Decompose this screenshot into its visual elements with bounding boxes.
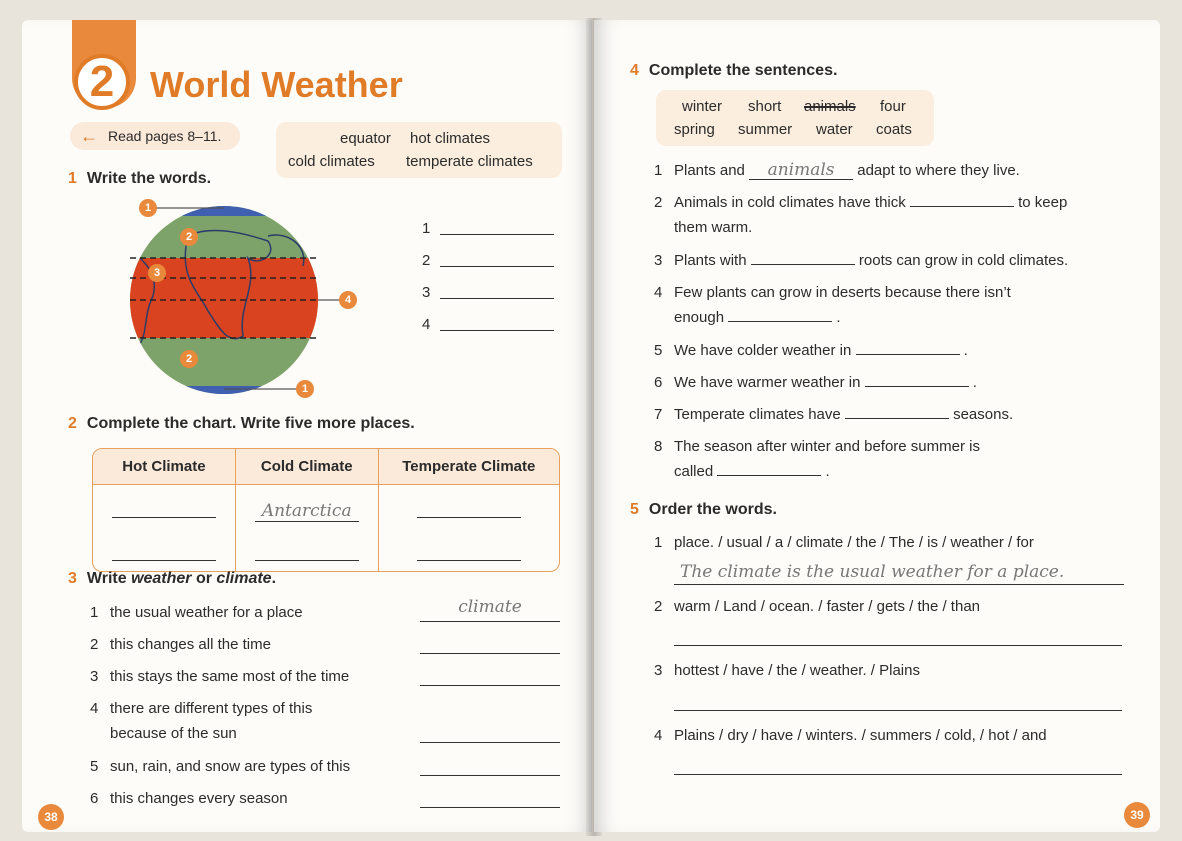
s4-blank-8[interactable] — [717, 461, 821, 476]
s3-item-1: 1 the usual weather for a place — [90, 604, 303, 621]
s3-item-4: 4 there are different types of this because of the sun — [90, 700, 313, 742]
globe-label-2-top: 2 — [180, 228, 198, 246]
read-pages-note — [70, 122, 240, 150]
chart-header-cold: Cold Climate — [236, 449, 379, 485]
chart-blank[interactable] — [112, 540, 216, 561]
word-spring: spring — [674, 121, 715, 138]
section-3-heading: 3 Write weather or climate. — [68, 570, 277, 587]
s4-answer-1: animals — [749, 161, 853, 180]
s5-item-1: 1 place. / usual / a / climate / the / The / is / weather / for — [654, 534, 1034, 551]
s4-item-5: 5 We have colder weather in . — [654, 342, 968, 359]
chart-header-hot: Hot Climate — [93, 449, 236, 485]
s3-answer-line-5[interactable] — [420, 775, 560, 776]
s4-item-1: 1 Plants and animals adapt to where they live. — [654, 160, 1020, 180]
globe-label-3: 3 — [148, 264, 166, 282]
word-box-1 — [276, 122, 562, 178]
answer-label-4: 4 — [422, 316, 431, 333]
s3-answer-line-3[interactable] — [420, 685, 560, 686]
chart-example-answer: Antarctica — [255, 501, 359, 522]
word-animals-crossed: animals — [804, 98, 856, 115]
s5-answer-line-4[interactable] — [674, 774, 1122, 775]
s3-answer-line-2[interactable] — [420, 653, 560, 654]
word-winter: winter — [682, 98, 723, 115]
s4-item-6: 6 We have warmer weather in . — [654, 374, 977, 391]
chart-blank[interactable] — [255, 540, 359, 561]
left-page — [22, 20, 592, 832]
s3-answer-line-6[interactable] — [420, 807, 560, 808]
chart-blank[interactable] — [417, 540, 521, 561]
section-4-heading: 4 Complete the sentences. — [630, 62, 838, 79]
answer-line-4[interactable] — [440, 330, 554, 331]
word-coats: coats — [876, 121, 912, 138]
s4-item-7: 7 Temperate climates have seasons. — [654, 406, 1014, 423]
s3-item-3: 3 this stays the same most of the time — [90, 668, 350, 685]
s4-blank-2[interactable] — [910, 192, 1014, 207]
word-cold-climates: cold climates — [288, 153, 375, 170]
globe-label-1-bottom: 1 — [296, 380, 314, 398]
chart-blank[interactable] — [112, 497, 216, 518]
globe-label-4: 4 — [339, 291, 357, 309]
word-short: short — [748, 98, 782, 115]
s4-item-2: 2 Animals in cold climates have thick to keep them warm. — [654, 194, 1068, 236]
s3-item-5: 5 sun, rain, and snow are types of this — [90, 758, 351, 775]
chart-blank[interactable] — [417, 497, 521, 518]
globe-label-2-bottom: 2 — [180, 350, 198, 368]
word-box-2 — [656, 90, 934, 146]
page-title: World Weather — [150, 64, 403, 105]
answer-label-1: 1 — [422, 220, 431, 237]
section-5-heading: 5 Order the words. — [630, 501, 777, 518]
section-1-heading: 1 Write the words. — [68, 170, 212, 187]
s3-answer-line-4[interactable] — [420, 742, 560, 743]
section-2-heading: 2 Complete the chart. Write five more places. — [68, 415, 415, 432]
s4-blank-6[interactable] — [865, 372, 969, 387]
word-water: water — [816, 121, 853, 138]
chart-header-temperate: Temperate Climate — [379, 449, 559, 485]
answer-line-2[interactable] — [440, 266, 554, 267]
globe-label-1-top: 1 — [139, 199, 157, 217]
s4-item-3: 3 Plants with roots can grow in cold climates. — [654, 252, 1069, 269]
s3-item-6: 6 this changes every season — [90, 790, 288, 807]
climate-chart — [92, 448, 560, 572]
word-hot-climates: hot climates — [410, 130, 491, 147]
answer-label-2: 2 — [422, 252, 431, 269]
page-number-right: 39 — [1124, 802, 1150, 828]
answer-line-3[interactable] — [440, 298, 554, 299]
s5-answer-1: The climate is the usual weather for a place. — [674, 562, 1124, 585]
s4-item-8: 8 The season after winter and before summer is called . — [654, 438, 980, 480]
s3-answer-1: climate — [420, 597, 560, 622]
s4-item-4: 4 Few plants can grow in deserts because there isn’t enough . — [654, 284, 1011, 326]
read-pages-text: Read pages 8–11. — [108, 128, 222, 144]
globe-diagram — [118, 196, 358, 396]
s3-item-2: 2 this changes all the time — [90, 636, 271, 653]
answer-line-1[interactable] — [440, 234, 554, 235]
s4-blank-7[interactable] — [845, 404, 949, 419]
word-summer: summer — [738, 121, 793, 138]
s5-item-2: 2 warm / Land / ocean. / faster / gets / the / than — [654, 598, 980, 615]
arrow-left-icon: ← — [80, 125, 98, 146]
s5-answer-line-3[interactable] — [674, 710, 1122, 711]
s5-item-3: 3 hottest / have / the / weather. / Plains — [654, 662, 920, 679]
unit-number: 2 — [74, 54, 130, 110]
answer-label-3: 3 — [422, 284, 431, 301]
right-page — [594, 20, 1160, 832]
s5-item-4: 4 Plains / dry / have / winters. / summers / cold, / hot / and — [654, 727, 1047, 744]
s4-blank-5[interactable] — [856, 340, 960, 355]
word-equator: equator — [340, 130, 391, 147]
s4-blank-3[interactable] — [751, 250, 855, 265]
s4-blank-4[interactable] — [728, 307, 832, 322]
word-temperate-climates: temperate climates — [406, 153, 533, 170]
page-number-left: 38 — [38, 804, 64, 830]
s5-answer-line-2[interactable] — [674, 645, 1122, 646]
word-four: four — [880, 98, 906, 115]
